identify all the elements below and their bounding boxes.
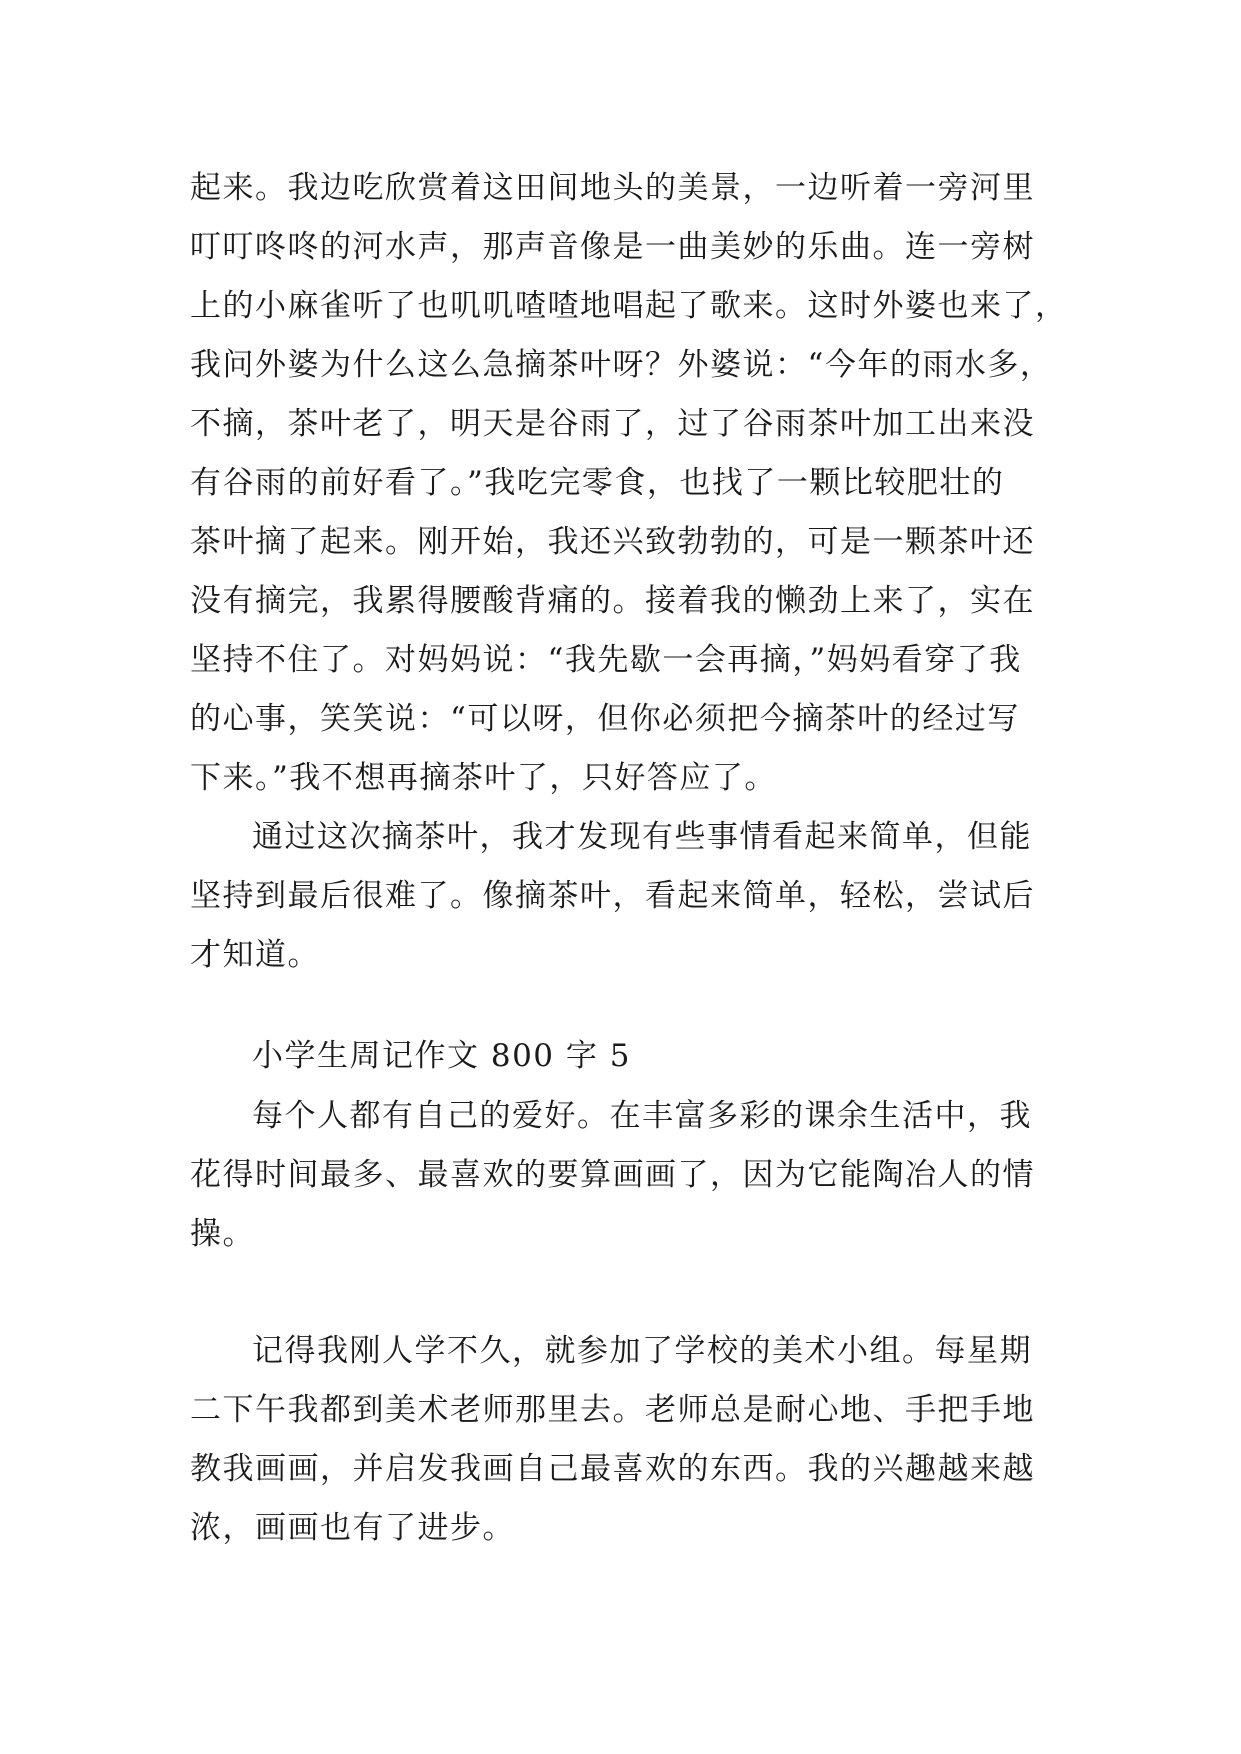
- paragraph-line: 我问外婆为什么这么急摘茶叶呀？外婆说：“今年的雨水多，: [190, 347, 1053, 383]
- paragraph-line: 每个人都有自己的爱好。在丰富多彩的课余生活中，我: [252, 1098, 1032, 1134]
- paragraph-line: 的心事，笑笑说：“可以呀，但你必须把今摘茶叶的经过写: [190, 701, 1020, 737]
- paragraph-line: 记得我刚人学不久，就参加了学校的美术小组。每星期: [252, 1333, 1032, 1369]
- paragraph-line: 茶叶摘了起来。刚开始，我还兴致勃勃的，可是一颗茶叶还: [190, 524, 1035, 560]
- paragraph-line: 叮叮咚咚的河水声，那声音像是一曲美妙的乐曲。连一旁树: [190, 229, 1035, 265]
- paragraph-line: 花得时间最多、最喜欢的要算画画了，因为它能陶冶人的情: [190, 1157, 1035, 1193]
- paragraph-line: 二下午我都到美术老师那里去。老师总是耐心地、手把手地: [190, 1392, 1035, 1428]
- paragraph-line: 不摘，茶叶老了，明天是谷雨了，过了谷雨茶叶加工出来没: [190, 406, 1035, 442]
- paragraph-line: 起来。我边吃欣赏着这田间地头的美景，一边听着一旁河里: [190, 170, 1035, 206]
- paragraph-line: 没有摘完，我累得腰酸背痛的。接着我的懒劲上来了，实在: [190, 583, 1035, 619]
- paragraph-line: 通过这次摘茶叶，我才发现有些事情看起来简单，但能: [252, 819, 1032, 855]
- paragraph-line: 教我画画，并启发我画自己最喜欢的东西。我的兴趣越来越: [190, 1451, 1035, 1487]
- paragraph-line: 坚持不住了。对妈妈说：“我先歇一会再摘，”妈妈看穿了我: [190, 642, 1022, 678]
- paragraph-line: 有谷雨的前好看了。”我吃完零食，也找了一颗比较肥壮的: [190, 465, 1005, 501]
- paragraph-line: 下来。”我不想再摘茶叶了，只好答应了。: [190, 760, 777, 796]
- paragraph-line: 才知道。: [190, 937, 320, 973]
- paragraph-line: 上的小麻雀听了也叽叽喳喳地唱起了歌来。这时外婆也来了，: [190, 288, 1068, 324]
- paragraph-line: 操。: [190, 1216, 255, 1252]
- section-heading: 小学生周记作文 800 字 5: [252, 1038, 631, 1074]
- paragraph-line: 坚持到最后很难了。像摘茶叶，看起来简单，轻松，尝试后: [190, 878, 1035, 914]
- paragraph-line: 浓，画画也有了进步。: [190, 1510, 515, 1546]
